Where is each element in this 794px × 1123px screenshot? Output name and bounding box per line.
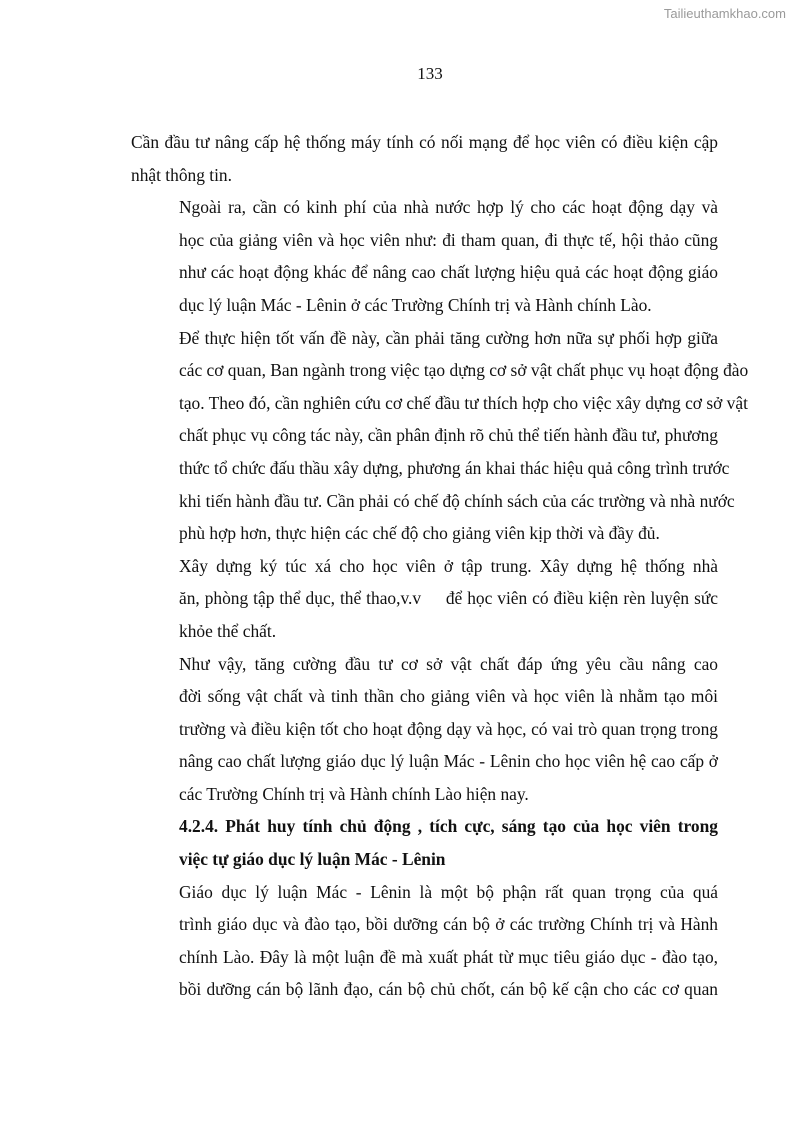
text-line: khi tiến hành đầu tư. Cần phải có chế độ chính sách của các trường và nhà nước	[179, 490, 735, 511]
text-line: khỏe thể chất.	[179, 620, 277, 641]
text-line: Như vậy, tăng cường đầu tư cơ sở vật chất đáp ứng yêu cầu nâng cao	[179, 653, 718, 674]
page-number: 133	[417, 64, 443, 83]
text-line: học của giảng viên và học viên như: đi tham quan, đi thực tế, hội thảo cũng	[179, 229, 718, 250]
text-line: Cần đầu tư nâng cấp hệ thống máy tính có nối mạng để học viên có điều kiện cập	[131, 132, 718, 152]
text-line: Giáo dục lý luận Mác - Lênin là một bộ phận rất quan trọng của quá	[179, 881, 718, 902]
paragraph-6	[131, 876, 718, 1006]
text-line: các cơ quan, Ban ngành trong việc tạo dựng cơ sở vật chất phục vụ hoạt động đào	[179, 360, 749, 381]
heading-line: việc tự giáo dục lý luận Mác - Lênin	[179, 849, 446, 870]
paragraph-5	[131, 648, 718, 811]
text-line: Ngoài ra, cần có kinh phí của nhà nước hợp lý cho các hoạt động dạy và	[179, 197, 718, 218]
text-line: Để thực hiện tốt vấn đề này, cần phải tăng cường hơn nữa sự phối hợp giữa	[179, 327, 718, 348]
text-line: ăn, phòng tập thể dục, thể thao,v.v để học viên có điều kiện rèn luyện sức	[179, 588, 718, 609]
heading-line: 4.2.4. Phát huy tính chủ động , tích cực, sáng tạo của học viên trong	[179, 816, 718, 837]
text-line: trình giáo dục và đào tạo, bồi dưỡng cán bộ ở các trường Chính trị và Hành	[179, 914, 718, 935]
text-line: tạo. Theo đó, cần nghiên cứu cơ chế đầu tư thích hợp cho việc xây dựng cơ sở vật	[179, 392, 748, 413]
text-line: chính Lào. Đây là một luận đề mà xuất phát từ mục tiêu giáo dục - đào tạo,	[179, 946, 718, 967]
text-line: trường và điều kiện tốt cho hoạt động dạy và học, có vai trò quan trọng trong	[179, 718, 718, 739]
text-line: thức tổ chức đấu thầu xây dựng, phương án khai thác hiệu quả công trình trước	[179, 457, 730, 478]
section-heading	[131, 810, 718, 875]
text-line: Xây dựng ký túc xá cho học viên ở tập trung. Xây dựng hệ thống nhà	[179, 555, 718, 576]
text-line: nhật thông tin.	[131, 164, 232, 185]
text-line: đời sống vật chất và tinh thần cho giảng viên và học viên là nhằm tạo môi	[179, 686, 718, 707]
text-line: phù hợp hơn, thực hiện các chế độ cho giảng viên kịp thời và đầy đủ.	[179, 523, 660, 544]
paragraph-3	[131, 322, 749, 550]
text-line: dục lý luận Mác - Lênin ở các Trường Chính trị và Hành chính Lào.	[179, 294, 652, 315]
text-line: nâng cao chất lượng giáo dục lý luận Mác - Lênin cho học viên hệ cao cấp ở	[179, 751, 718, 772]
document-body	[131, 126, 749, 1006]
text-line: các Trường Chính trị và Hành chính Lào hiện nay.	[179, 783, 529, 804]
paragraph-2	[131, 191, 718, 321]
text-line: chất phục vụ công tác này, cần phân định rõ chủ thể tiến hành đầu tư, phương	[179, 425, 718, 446]
text-line: bồi dưỡng cán bộ lãnh đạo, cán bộ chủ chốt, cán bộ kế cận cho các cơ quan	[179, 979, 718, 1000]
paragraph-1	[131, 126, 718, 191]
paragraph-4	[131, 550, 718, 648]
text-line: như các hoạt động khác để nâng cao chất lượng hiệu quả các hoạt động giáo	[179, 262, 718, 283]
watermark: Tailieuthamkhao.com	[663, 6, 786, 21]
